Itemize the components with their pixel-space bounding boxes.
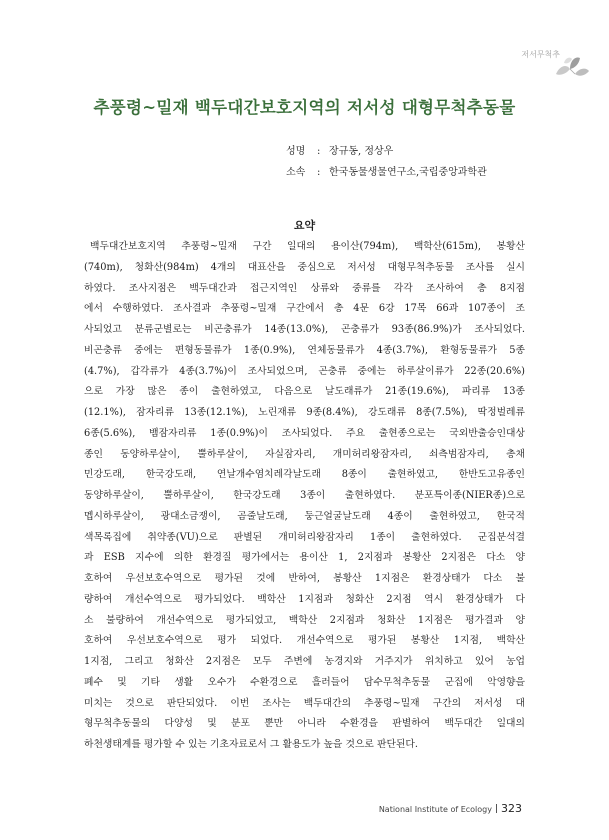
abstract-line: 민강도래, 한국강도래, 연날개수염치레각날도래 8종이 출현하였고, 한반도고유종인 [84, 469, 525, 481]
abstract-line: (12.1%), 잠자리류 13종(12.1%), 노린재류 9종(8.4%), 강도래류 8종(7.5%), 딱정벌레류 [84, 407, 525, 418]
page-footer [379, 802, 522, 815]
affiliation-line [286, 163, 487, 178]
abstract-line: 과 ESB 지수에 의한 환경질 평가에서는 용이산 1, 2지점과 봉황산 2지점은 다소 양 [84, 552, 525, 564]
abstract-line: 형무척추동물의 다양성 및 분포 뿐만 아니라 수환경을 판별하여 백두대간 일대의 [84, 718, 525, 730]
abstract-line: 멥시하루살이, 광대소금쟁이, 곰줄날도래, 둥근얼굴날도래 4종이 출현하였고, 한국적 [84, 510, 525, 522]
footer-institute: National Institute of Ecology [378, 805, 492, 814]
abstract-line: (740m), 청화산(984m) 4개의 대표산을 중심으로 저서성 대형무척추동물 조사를 실시 [84, 261, 525, 273]
abstract-line: 비곤충류 중에는 편형동물류가 1종(0.9%), 연체동물류가 4종(3.7%), 환형동물류가 5종 [84, 344, 525, 356]
abstract-line: 백두대간보호지역 추풍령~밀재 구간 일대의 용이산(794m), 백학산(615m), 봉황산 [90, 241, 525, 252]
abstract-line: 하였다. 조사지점은 백두대간과 접근지역인 상류와 중류를 각각 조사하여 총 8지점 [84, 282, 525, 294]
authors-label: 성명 [286, 146, 306, 157]
page-title: 추풍령~밀재 백두대간보호지역의 저서성 대형무척추동물 [93, 98, 516, 117]
authors-line [286, 142, 393, 157]
abstract-body [84, 237, 525, 756]
abstract-line: 소 불량하여 개선수역으로 평가되었고, 백학산 2지점과 청화산 1지점은 평가결과 양 [84, 614, 525, 626]
abstract-line: 으로 가장 많은 종이 출현하였고, 다음으로 날도래류가 21종(19.6%), 파리류 13종 [84, 386, 525, 398]
abstract-line: 6종(5.6%), 뱀잠자리류 1종(0.9%)이 조사되었다. 주요 출현종으로는 국외반출승인대상 [84, 427, 525, 439]
abstract-line: 폐수 및 기타 생활 오수가 수환경으로 흘러들어 담수무척추동물 군집에 악영향을 [84, 676, 525, 688]
affiliation-separator: : [317, 167, 321, 178]
abstract-line: 미치는 것으로 판단되었다. 이번 조사는 백두대간의 추풍령~밀재 구간의 저서성 대 [84, 697, 525, 709]
abstract-line: 동양하루살이, 뿔하루살이, 한국강도래 3종이 출현하였다. 분포특이종(NIER종)으로 [84, 490, 525, 501]
authors-value: 장규동, 정상우 [329, 146, 394, 157]
page-number: 323 [501, 802, 522, 815]
running-head: 저서무척추 [521, 50, 560, 59]
abstract-line: 종인 동양하루살이, 뿔하루살이, 자실잠자리, 개미허리왕잠자리, 쇠측범잠자리, 총채 [84, 448, 525, 460]
abstract-line: 호하여 우선보호수역으로 평가된 것에 반하여, 봉황산 1지점은 환경상태가 다소 불 [84, 573, 525, 584]
abstract-heading: 요약 [293, 219, 316, 232]
authors-separator: : [317, 146, 321, 157]
affiliation-label: 소속 [286, 167, 306, 178]
abstract-line: 량하여 개선수역으로 평가되었다. 백학산 1지점과 청화산 2지점 역시 환경상태가 다 [84, 593, 525, 605]
abstract-line: 색목록집에 취약종(VU)으로 판별된 개미허리왕잠자리 1종이 출현하였다. 군집분석결 [84, 531, 525, 543]
leaf-cluster-icon [551, 52, 591, 82]
abstract-line: 하천생태계를 평가할 수 있는 기초자료로서 그 활용도가 높을 것으로 판단된다. [84, 739, 418, 750]
abstract-line: 사되었고 분류군별로는 비곤충류가 14종(13.0%), 곤충류가 93종(86.9%)가 조사되었다. [84, 324, 525, 335]
abstract-line: (4.7%), 갑각류가 4종(3.7%)이 조사되었으며, 곤충류 중에는 하루살이류가 22종(20.6%) [84, 365, 525, 377]
abstract-line: 에서 수행하였다. 조사결과 추풍령~밀재 구간에서 총 4문 6강 17목 66과 107종이 조 [84, 303, 525, 315]
affiliation-value: 한국동물생물연구소,국립중앙과학관 [329, 167, 487, 178]
abstract-line: 1지점, 그리고 청화산 2지점은 모두 주변에 농경지와 거주지가 위치하고 있어 농업 [84, 656, 525, 667]
abstract-line: 호하여 우선보호수역으로 평가 되었다. 개선수역으로 평가된 봉황산 1지점, 백학산 [84, 635, 525, 647]
footer-divider [496, 804, 497, 813]
